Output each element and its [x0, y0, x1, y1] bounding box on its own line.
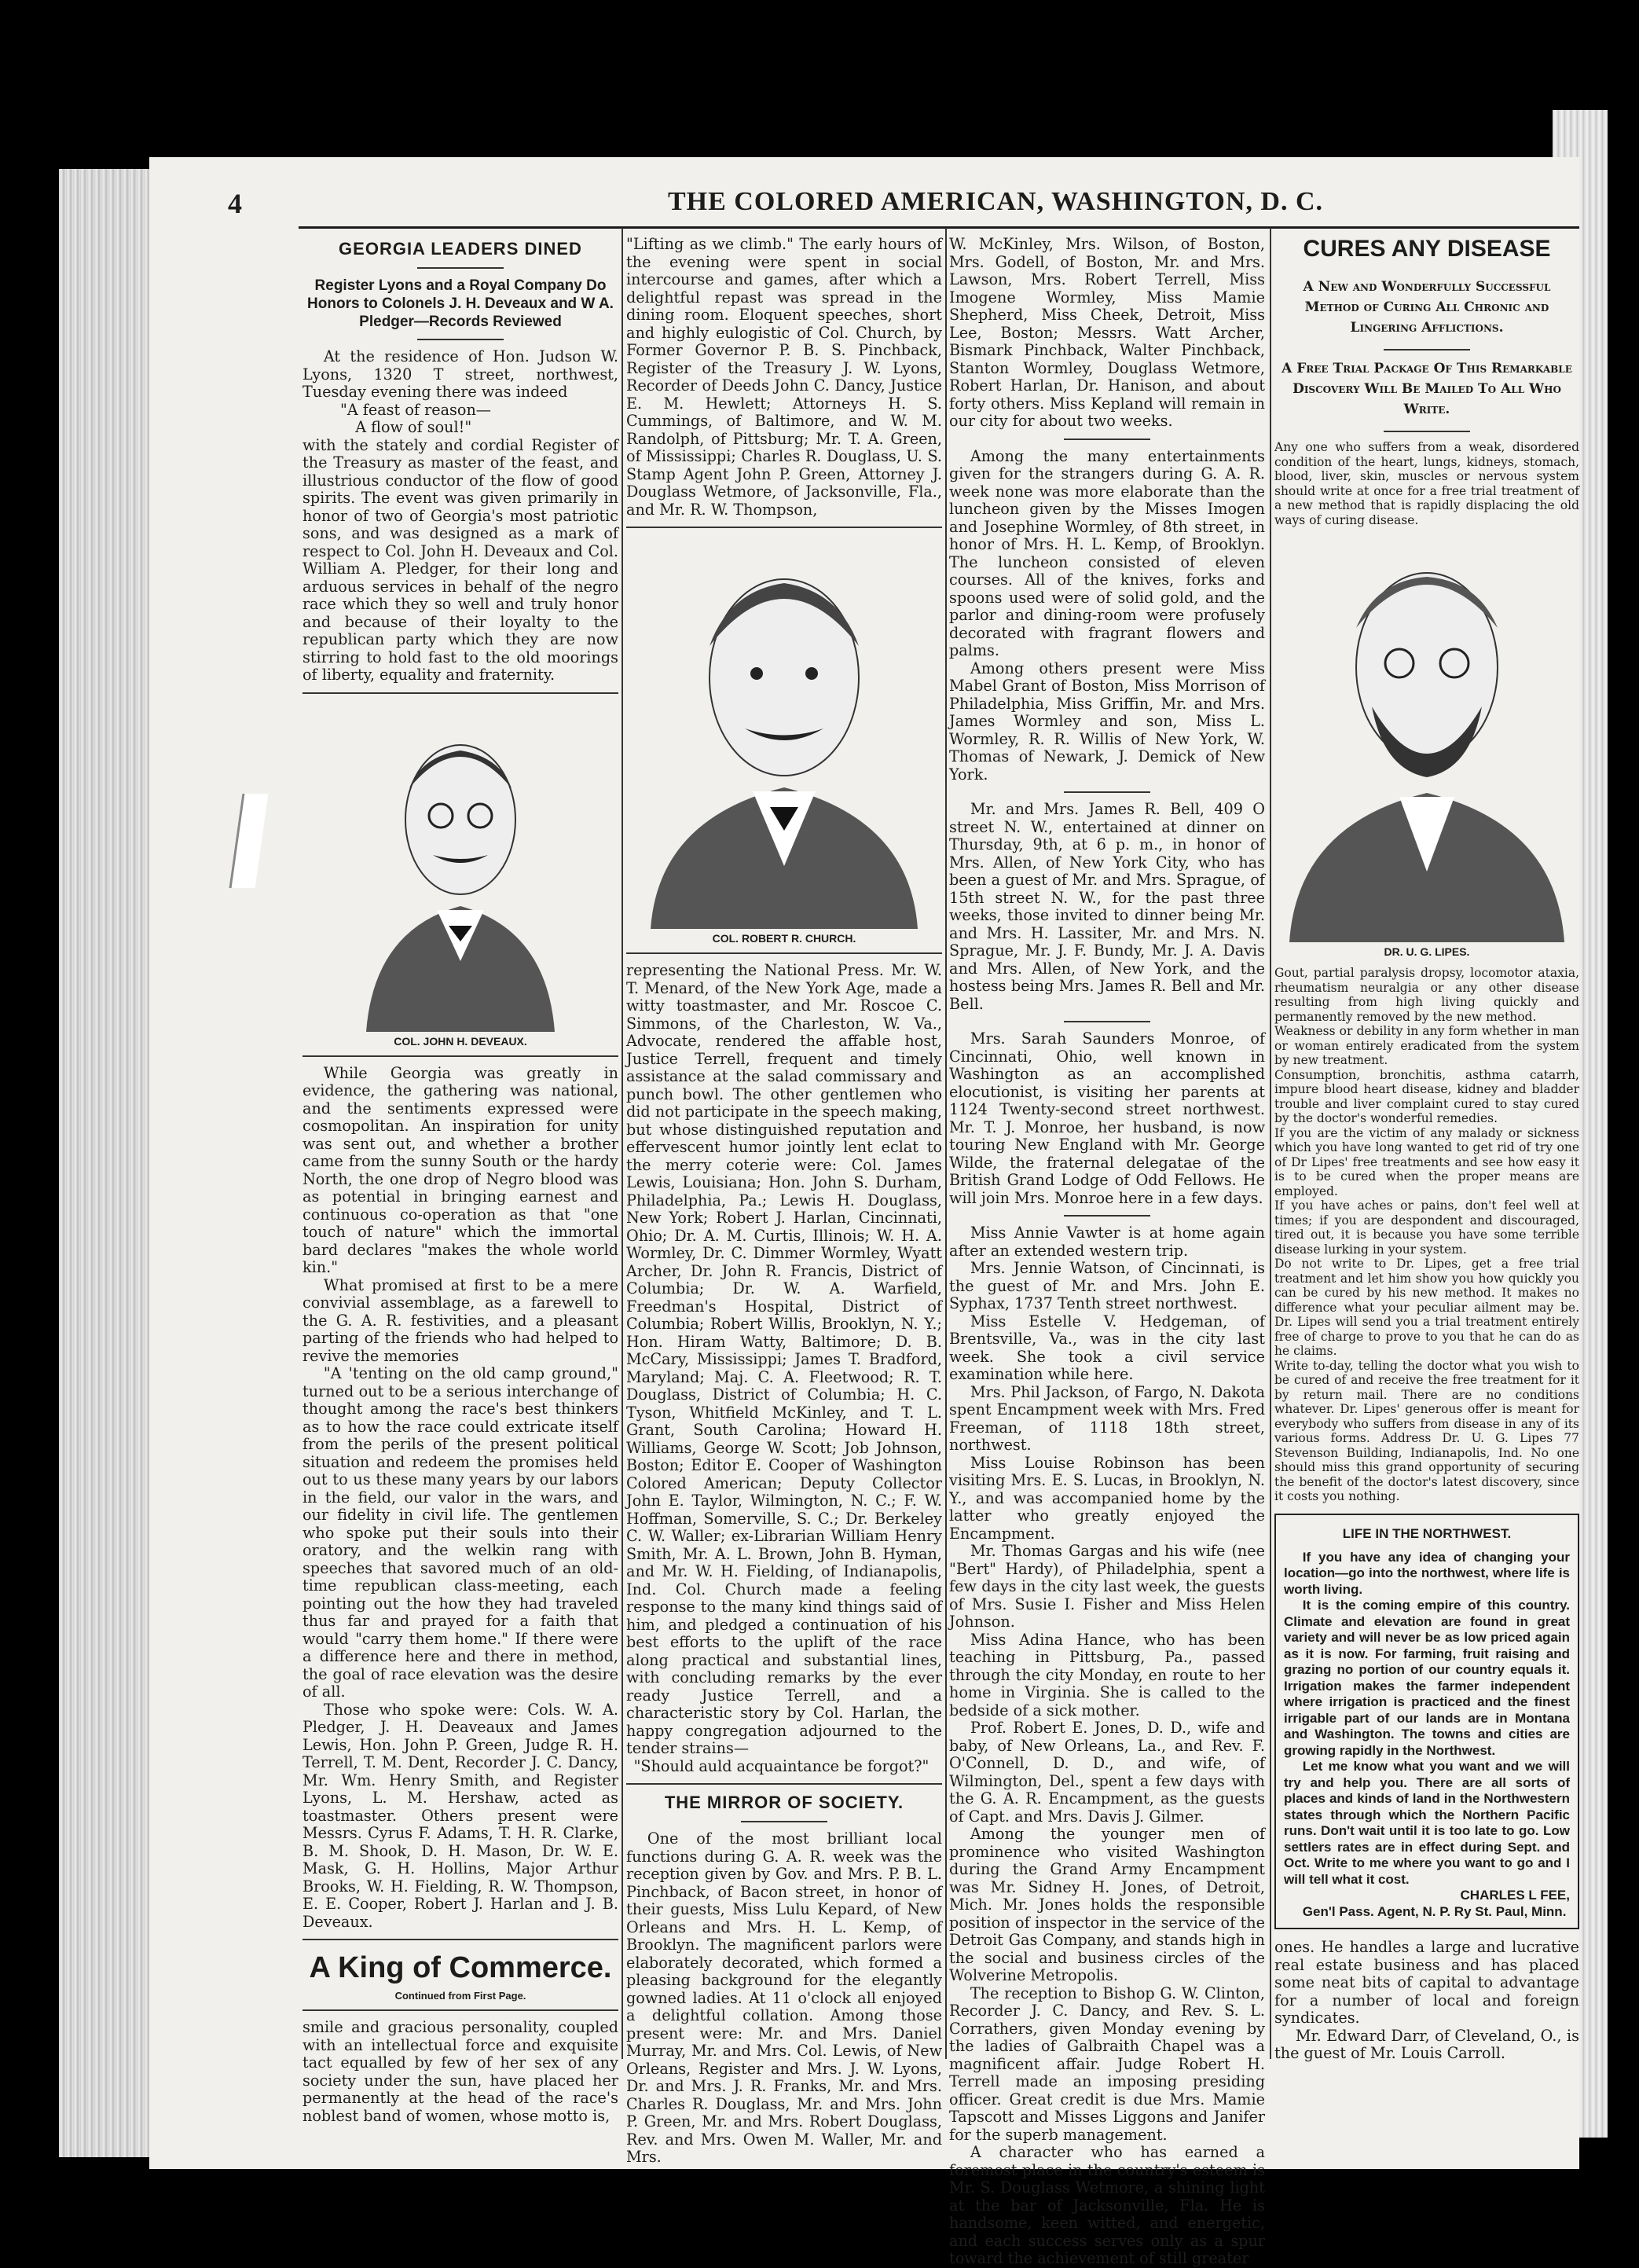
divider	[302, 1939, 618, 1940]
masthead	[228, 187, 1579, 218]
ad-body: Gout, partial paralysis dropsy, locomotor ataxia, rheumatism neuralgia or any other disease resulting from high living quickly and permanently removed by the new method.	[1274, 966, 1579, 1024]
column-rule-3	[1270, 228, 1271, 2059]
continued-note: Continued from First Page.	[394, 1990, 526, 2002]
divider	[626, 1783, 942, 1785]
divider	[417, 339, 504, 340]
georgia-para: "A 'tenting on the old camp ground," turned out to be a serious interchange of thought among the race's best thinkers as to how the race could extricate itself from the perils of the present political situation and redeem the promises held out to us these many years by our labors in the field, our valor in the wars, and our fidelity in civil life. The gentlemen who spoke put their souls into their oratory, and the welkin rang with speeches that savored much of an old-time republican class-meeting, each pointing out the how they had traveled thus far and prayed for a faith that would "carry them home." If there were a difference here and there in method, the goal of race elevation was the desire of all.	[302, 1364, 618, 1701]
society-item: Miss Estelle V. Hedgeman, of Brentsville, Va., was in the city last week. She took a civil service examination while here.	[949, 1312, 1265, 1383]
newspaper-title: THE COLORED AMERICAN, WASHINGTON, D. C.	[668, 187, 1324, 216]
column-rule-2	[945, 228, 947, 2059]
column-rule-1	[622, 228, 623, 2059]
society-item: Among the younger men of prominence who visited Washington during the Grand Army Encampment was Mr. Sidney H. Jones, of Detroit, Mich. Mr. Jones holds the responsible position of inspector in the service of the Detroit Gas Company, and stands high in the social and business circles of the Wolverine Metropolis.	[949, 1825, 1265, 1984]
society-item: Mr. Thomas Gargas and his wife (nee "Bert" Hardy), of Philadelphia, spent a few days in the city last week, the guests of Mrs. Susie I. Fisher and Miss Helen Johnson.	[949, 1542, 1265, 1631]
ad-body: Weakness or debility in any form whether in man or woman entirely eradicated from the system by new treatment.	[1274, 1024, 1579, 1067]
northwest-signature: CHARLES L FEE,	[1460, 1888, 1570, 1903]
page-number: 4	[228, 188, 242, 219]
society-item: Among others present were Miss Mabel Grant of Boston, Miss Morrison of Philadelphia, Miss Griffin, Mr. and Mrs. James Wormley and son, Miss L. Wormley, R. R. Willis of New York, W. Thomas of Newark, J. Demick of New York.	[949, 659, 1265, 784]
divider	[626, 952, 942, 954]
divider	[1064, 1215, 1150, 1217]
column-2	[626, 235, 942, 2166]
northwest-ad	[1274, 1514, 1579, 1930]
northwest-para: Let me know what you want and we will try and help you. There are all sorts of places and kinds of land in the Northwestern states through which the Northern Pacific runs. Don't wait until it is too late to go. Low settlers rates are in effect during Sept. and Oct. Write to me where you want to go and I will tell what it cost.	[1284, 1759, 1570, 1887]
society-item: Miss Adina Hance, who has been teaching in Pittsburg, Pa., passed through the city Monday, en route to her home in Virginia. She is called to the bedside of a sick mother.	[949, 1630, 1265, 1719]
northwest-para: It is the coming empire of this country. Climate and elevation are found in great variety and will never be as low priced again as it is now. For farming, fruit raising and grazing no portion of our country equals it. Irrigation makes the farmer independent where irrigation is practiced and the finest irrigable part of our lands are in Montana and Washington. The towns and cities are growing rapidly in the Northwest.	[1284, 1598, 1570, 1758]
society-item: Mrs. Jennie Watson, of Cincinnati, is the guest of Mr. and Mrs. John E. Syphax, 1737 Tenth street northwest.	[949, 1259, 1265, 1312]
georgia-para: At the residence of Hon. Judson W. Lyons, 1320 T street, northwest, Tuesday evening there was indeed	[302, 347, 618, 401]
society-item: Among the many entertainments given for the strangers during G. A. R. week none was more elaborate than the luncheon given by the Misses Imogen and Josephine Wormley, of 8th street, in honor of Mrs. H. L. Kemp, of Brooklyn. The luncheon consisted of eleven courses. All of the knives, forks and spoons used were of solid gold, and the parlor and dining-room were profusely decorated with fragrant flowers and palms.	[949, 446, 1265, 659]
divider	[626, 527, 942, 528]
divider	[302, 1055, 618, 1057]
divider	[302, 2009, 618, 2011]
georgia-quote: "A feast of reason—	[340, 400, 491, 419]
society-item: W. McKinley, Mrs. Wilson, of Boston, Mrs. Godell, of Boston, Mr. and Mrs. Lawson, Mrs. Robert Terrell, Miss Imogene Wormley, Miss Mamie Shepherd, Miss Cheek, Detroit, Miss Lee, Boston; Messrs. Watt Archer, Bismark Pinchback, Walter Pinchback, Stanton Wormley, Douglass Wetmore, Robert Harlan, Dr. Hanison, and about forty others. Miss Kepland will remain in our city for about two weeks.	[949, 235, 1265, 430]
society-item: Mr. and Mrs. James R. Bell, 409 O street N. W., entertained at dinner on Thursday, 9th, at 6 p. m., in honor of Mrs. Allen, of New York City, who has been a guest of Mr. and Mrs. Sprague, of 15th street N. W., for the past three weeks, those invited to dinner being Mr. and Mrs. H. Lassiter, Mr. and Mrs. N. Sprague, Mr. J. F. Bundy, Mr. J. A. Davis and Mrs. Allen, of New York, and the hostess being Mrs. James R. Bell and Mr. Bell.	[949, 800, 1265, 1013]
ad-body: Write to-day, telling the doctor what you wish to be cured of and receive the free treatment for it by return mail. There are no conditions whatever. Dr. Lipes' generous offer is meant for everybody who suffers from disease in any of its various forms. Address Dr. U. G. Lipes 77 Stevenson Building, Indianapolis, Ind. No one should miss this grand opportunity of securing the benefit of the doctor's latest discovery, since it costs you nothing.	[1274, 1358, 1579, 1503]
ad-body: Do not write to Dr. Lipes, get a free trial treatment and let him show you how quickly you can be cured by his new method. It makes no difference what your peculiar ailment may be. Dr. Lipes will send you a trial treatment entirely free of charge to prove to you that he can do as he claims.	[1274, 1257, 1579, 1358]
divider	[302, 692, 618, 694]
darr-note: Mr. Edward Darr, of Cleveland, O., is the guest of Mr. Louis Carroll.	[1274, 2026, 1579, 2062]
divider	[1064, 791, 1150, 793]
song-quote: "Should auld acquaintance be forgot?"	[633, 1756, 930, 1775]
society-item: Mrs. Phil Jackson, of Fargo, N. Dakota spent Encampment week with Mrs. Fred Freeman, of 1118 18th street, northwest.	[949, 1382, 1265, 1454]
ad-body: If you have aches or pains, don't feel well at times; if you are despondent and discouraged, tired out, it is because you have some terrible disease lurking in your system.	[1274, 1198, 1579, 1257]
society-item: A character who has earned a foremost place in the country's esteem is Mr. S. Douglass Wetmore, a shining light at the bar of Jacksonville, Fla. He is handsome, keen witted, and energetic, and each success serves only as a spur toward the achievement of still greater	[949, 2143, 1265, 2267]
church-caption: COL. ROBERT R. CHURCH.	[712, 932, 856, 945]
divider	[1384, 349, 1470, 350]
georgia-headline: GEORGIA LEADERS DINED	[339, 239, 582, 259]
georgia-quote: A flow of soul!"	[355, 418, 472, 436]
lipes-portrait-image	[1282, 534, 1572, 942]
wetmore-continued: ones. He handles a large and lucrative real estate business and has placed some neat bits of capital to advantage for a number of local and foreign syndicates.	[1274, 1938, 1579, 2027]
church-portrait-image	[635, 536, 933, 929]
northwest-para: If you have any idea of changing your location—go into the northwest, where life is worth living.	[1284, 1549, 1570, 1597]
divider	[1064, 1021, 1150, 1022]
georgia-para: with the stately and cordial Register of the Treasury as master of the feast, and illustrious conductor of the flow of good spirits. The event was given primarily in honor of two of Georgia's most patriotic sons, and was designed as a mark of respect to Col. John H. Deveaux and Col. William A. Pledger, for their long and arduous services in behalf of the negro race which they so well and truly honor and because of their loyalty to the republican party which they are now stirring to hold fast to the old moorings of liberty, equality and fraternity.	[302, 435, 618, 684]
ad-subhead: A Free Trial Package Of This Remarkable Discovery Will Be Mailed To All Who Write.	[1282, 361, 1572, 417]
church-text: representing the National Press. Mr. W. T. Menard, of the New York Age, made a witty toastmaster, and Mr. Roscoe C. Simmons, of the Charleston, W. Va., Advocate, rendered the affable host, Justice Terrell, frequent and timely assistance at the salad commissary and punch bowl. The other gentlemen who did not participate in the speech making, but whose distinguished reputation and effervescent humor jointly lent eclat to the merry coterie were: Col. James Lewis, Louisiana; Hon. John S. Durham, Philadelphia, Pa.; Lewis H. Douglass, New York; Robert J. Harlan, Cincinnati, Ohio; Dr. A. M. Curtis, Illinois; W. H. A. Wormley, Dr. C. Dimmer Wormley, Wyatt Archer, Dr. John R. Francis, District of Columbia; Dr. W. A. Warfield, Freedman's Hospital, District of Columbia; Robert Willis, Brooklyn, N. Y.; Hon. Hiram Watty, Baltimore; D. B. McCary, Mississippi; James T. Bradford, Maryland; Maj. C. A. Fleetwood; R. T. Douglass, District of Columbia; H. C. Tyson, Whitfield McKinley, and T. L. Grant, South Carolina; Howard H. Williams, George W. Scott; Job Johnson, Boston; Editor E. Cooper of Washington Colored American; Deputy Collector John E. Taylor, Wilmington, N. C.; F. W. Hoffman, Somerville, S. C.; Dr. Berkeley C. W. Waller; ex-Librarian William Henry Smith, Mr. A. L. Brown, John B. Hyman, and Mr. W. H. Fielding, of Indianapolis, Ind. Col. Church made a feeling response to the many kind things said of him, and pledged a continuation of his best efforts to the uplift of the race along practical and substantial lines, with concluding remarks by the ever ready Justice Terrell, and a characteristic story by Col. Harlan, the happy congregation adjourned to the tender strains—	[626, 961, 942, 1757]
divider	[1384, 431, 1470, 432]
georgia-para: Those who spoke were: Cols. W. A. Pledger, J. H. Deaveaux and James Lewis, Hon. John P. Green, Judge R. H. Terrell, T. M. Dent, Recorder J. C. Dancy, Mr. Wm. Henry Smith, and Register Lyons, L. M. Hershaw, acted as toastmaster. Others present were Messrs. Cyrus F. Adams, T. H. R. Clarke, B. M. Shook, D. H. Mason, Dr. W. E. Mask, G. H. Hollins, Major Arthur Brooks, W. H. Fielding, R. W. Thompson, E. E. Cooper, Robert J. Harlan and J. B. Deveaux.	[302, 1700, 618, 1931]
society-item: Miss Annie Vawter is at home again after an extended western trip.	[949, 1224, 1265, 1260]
northwest-headline: LIFE IN THE NORTHWEST.	[1342, 1525, 1512, 1541]
ad-headline: CURES ANY DISEASE	[1303, 236, 1551, 262]
georgia-para: What promised at first to be a mere convivial assemblage, as a farewell to the G. A. R. festivities, and a pleasant parting of the friends who had helped to revive the memories	[302, 1275, 618, 1365]
society-item: Miss Louise Robinson has been visiting Mrs. E. S. Lucas, in Brooklyn, N. Y., and was accompanied home by the latter who greatly enjoyed the Encampment.	[949, 1453, 1265, 1543]
ad-intro: Any one who suffers from a weak, disordered condition of the heart, lungs, kidneys, stomach, blood, liver, skin, muscles or nervous system should write at once for a free trial treatment of a new method that is rapidly displacing the old ways of curing disease.	[1274, 440, 1579, 527]
society-item: The reception to Bishop G. W. Clinton, Recorder J. C. Dancy, and Rev. S. L. Corrathers, given Monday evening by the ladies of Galbraith Chapel was a magnificent affair. Judge Robert H. Terrell made an imposing presiding officer. Great credit is due Mrs. Mamie Tapscott and Misses Liggons and Janifer for the superb management.	[949, 1984, 1265, 2144]
masthead-rule	[299, 226, 1579, 229]
ad-subhead: A New and Wonderfully Successful Method of Curing All Chronic and Lingering Afflictions.	[1303, 279, 1551, 336]
mirror-text: One of the most brilliant local functions during G. A. R. week was the reception given by Gov. and Mrs. P. B. L. Pinchback, of Bacon street, in honor of their guests, Miss Lulu Kepard, of New Orleans and Mrs. H. L. Kemp, of Brooklyn. The magnificent parlors were elaborately decorated, which formed a pleasing background for the elegantly gowned ladies. At 11 o'clock all enjoyed a delightful collation. Among those present were: Mr. and Mrs. Daniel Murray, Mr. and Mrs. Col. Lewis, of New Orleans, Register and Mrs. J. W. Lyons, Dr. and Mrs. J. R. Franks, Mr. and Mrs. Charles R. Douglass, Mr. and Mrs. John P. Green, Mr. and Mrs. Robert Douglass, Rev. and Mrs. Owen M. Waller, Mr. and Mrs.	[626, 1829, 942, 2166]
church-text: "Lifting as we climb." The early hours of the evening were spent in social intercourse and games, after which a delightful repast was spread in the dining room. Eloquent speeches, short and highly eulogistic of Col. Church, by Former Governor P. B. S. Pinchback, Register of the Treasury J. W. Lyons, Recorder of Deeds John C. Dancy, Justice E. M. Hewlett; Attorneys H. S. Cummings, of Baltimore, and W. M. Randolph, of Pittsburg; Mr. T. A. Green, of Mississippi; Charles R. Douglass, U. S. Stamp Agent John P. Green, Attorney J. Douglass Wetmore, of Jacksonville, Fla., and Mr. R. W. Thompson,	[626, 235, 942, 519]
divider	[417, 267, 504, 269]
georgia-subhead: Register Lyons and a Royal Company Do Honors to Colonels J. H. Deveaux and W A. Pledger—Records Reviewed	[307, 277, 614, 330]
mirror-headline: THE MIRROR OF SOCIETY.	[664, 1793, 904, 1812]
divider	[741, 1821, 827, 1822]
commerce-text: smile and gracious personality, coupled with an intellectual force and exquisite tact equalled by few of her sex of any society under the sun, have placed her permanently at the head of the race's noblest band of women, whose motto is,	[302, 2018, 618, 2125]
ad-body: Consumption, bronchitis, asthma catarrh, impure blood heart disease, kidney and bladder trouble and liver complaint cured to stay cured by the doctor's wonderful remedies.	[1274, 1067, 1579, 1125]
georgia-para: While Georgia was greatly in evidence, the gathering was national, and the sentiments expressed were cosmopolitan. An inspiration for unity was sent out, and whether a brother came from the sunny South or the hardy North, the one drop of Negro blood was as potential in bringing earnest and continuous co-operation as that "one touch of nature" which the immortal bard declares "makes the whole world kin."	[302, 1063, 618, 1276]
society-item: Mrs. Sarah Saunders Monroe, of Cincinnati, Ohio, well known in Washington as an accomplished elocutionist, is visiting her parents at 1124 Twenty-second street northwest. Mr. T. J. Monroe, her husband, is now touring New England with Mr. George Wilde, the fraternal delegatae of the British Grand Lodge of Odd Fellows. He will join Mrs. Monroe here in a few days.	[949, 1029, 1265, 1207]
column-1	[302, 236, 618, 2125]
ad-body: If you are the victim of any malady or sickness which you have long wanted to get rid of try one of Dr Lipes' free treatments and see how easy it is to be cured when the proper means are employed.	[1274, 1125, 1579, 1198]
column-3	[949, 235, 1265, 2267]
divider	[1064, 439, 1150, 440]
deveaux-portrait-image	[343, 702, 578, 1032]
lipes-caption: DR. U. G. LIPES.	[1384, 945, 1470, 958]
northwest-signature-title: Gen'l Pass. Agent, N. P. Ry St. Paul, Minn.	[1302, 1903, 1567, 1919]
society-item: Prof. Robert E. Jones, D. D., wife and baby, of New Orleans, La., and Rev. F. O'Connell, D. D., and wife, of Wilmington, Del., spent a few days with the G. A. R. Encampment, as the guests of Capt. and Mrs. Davis J. Gilmer.	[949, 1719, 1265, 1826]
column-4	[1274, 236, 1579, 2062]
deveaux-caption: COL. JOHN H. DEVEAUX.	[394, 1034, 527, 1048]
commerce-headline: A King of Commerce.	[309, 1951, 612, 1984]
